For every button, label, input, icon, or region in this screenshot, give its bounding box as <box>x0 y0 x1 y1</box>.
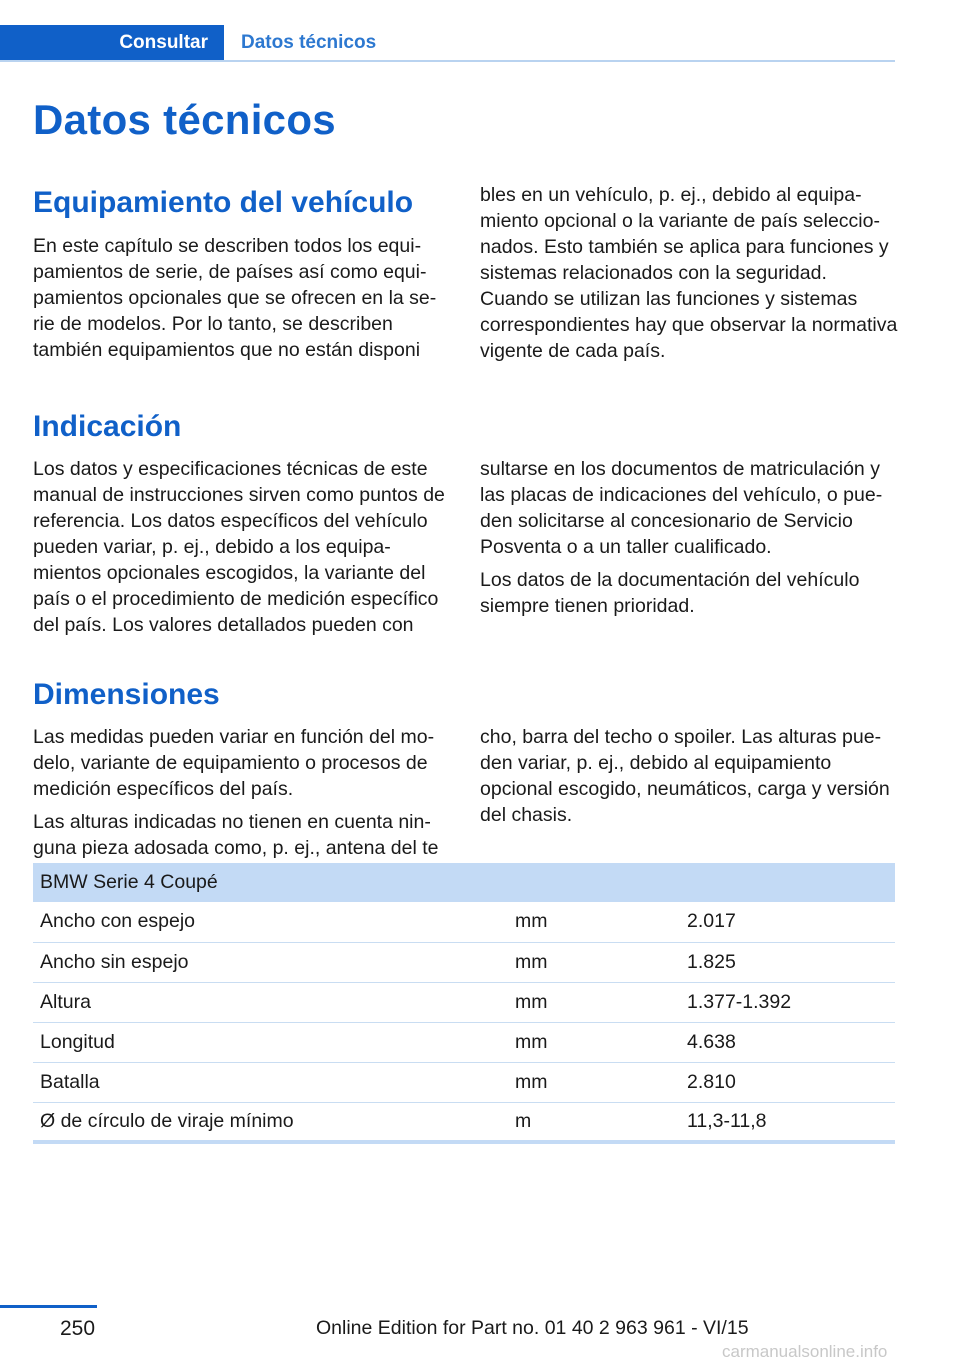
paragraph: sultarse en los documentos de matriculación y las placas de indicaciones del vehículo, o pueden solicitarse al concesionario de Servicio Posventa o a un taller cualificado. <box>480 458 883 558</box>
row-unit: mm <box>508 1022 680 1062</box>
watermark: carmanualsonline.info <box>722 1342 888 1361</box>
row-value: 1.377-1.392 <box>680 982 895 1022</box>
paragraph: Las medidas pueden variar en función del modelo, variante de equipamiento o procesos de medición específicos del país. <box>33 726 435 800</box>
paragraph: bles en un vehículo, p. ej., debido al equipamiento opcional o la variante de país seleccionados. Esto también se aplica para funciones y sistemas relacionados con la seguridad. Cuando se utilizan las funciones y sistemas correspondientes hay que observar la normativa vigente de cada país. <box>480 184 898 362</box>
row-unit: mm <box>508 902 680 942</box>
header-divider <box>0 60 895 62</box>
paragraph: Los datos de la documentación del vehículo siempre tienen prioridad. <box>480 569 860 617</box>
table-row <box>33 1102 895 1142</box>
paragraph: cho, barra del techo o spoiler. Las alturas pueden variar, p. ej., debido al equipamiento opcional escogido, neumáticos, carga y versión del chasis. <box>480 726 890 826</box>
row-unit: mm <box>508 1062 680 1102</box>
heading-equipamiento: Equipamiento del vehículo <box>33 186 414 219</box>
row-label: Longitud <box>33 1022 508 1062</box>
row-value: 2.017 <box>680 902 895 942</box>
row-label: Ancho sin espejo <box>33 942 508 982</box>
indicacion-text-left <box>33 456 448 645</box>
footer-divider <box>0 1305 97 1308</box>
row-unit: mm <box>508 942 680 982</box>
row-label: Ancho con espejo <box>33 902 508 942</box>
table-row <box>33 942 895 982</box>
equipamiento-text-right <box>480 182 898 371</box>
paragraph: En este capítulo se describen todos los equipamientos de serie, de países así como equipamientos opcionales que se ofrecen en la serie de modelos. Por lo tanto, se describen también equipamientos que no están disponi <box>33 235 437 361</box>
row-label: Altura <box>33 982 508 1022</box>
row-label: Ø de círculo de viraje mínimo <box>33 1102 508 1142</box>
tab-datos-tecnicos[interactable]: Datos técnicos <box>241 31 377 53</box>
edition-note: Online Edition for Part no. 01 40 2 963 961 - VI/15 <box>316 1317 749 1339</box>
dimensiones-text-left <box>33 724 448 868</box>
heading-dimensiones: Dimensiones <box>33 678 220 711</box>
table-row <box>33 1022 895 1062</box>
page-number: 250 <box>60 1317 96 1340</box>
tab-consultar[interactable]: Consultar <box>0 25 224 60</box>
row-value: 1.825 <box>680 942 895 982</box>
table-row <box>33 982 895 1022</box>
row-value: 2.810 <box>680 1062 895 1102</box>
indicacion-text-right <box>480 456 898 626</box>
equipamiento-text-left <box>33 233 448 370</box>
table-row <box>33 1062 895 1102</box>
header-tab-bar <box>0 25 895 62</box>
row-unit: m <box>508 1102 680 1142</box>
table-header-row <box>33 863 895 902</box>
dimensions-table <box>33 863 895 1144</box>
paragraph: Las alturas indicadas no tienen en cuenta ninguna pieza adosada como, p. ej., antena del te <box>33 811 439 859</box>
row-value: 4.638 <box>680 1022 895 1062</box>
paragraph: Los datos y especificaciones técnicas de este manual de instrucciones sirven como puntos de referencia. Los datos específicos del vehículo pueden variar, p. ej., debido a los equipamientos opcionales escogidos, la variante del país o el procedimiento de medición específico del país. Los valores detallados pueden con <box>33 458 445 636</box>
heading-indicacion: Indicación <box>33 410 182 443</box>
row-unit: mm <box>508 982 680 1022</box>
table-row <box>33 902 895 942</box>
row-label: Batalla <box>33 1062 508 1102</box>
dimensiones-text-right <box>480 724 898 835</box>
page-title: Datos técnicos <box>33 96 336 143</box>
table-header: BMW Serie 4 Coupé <box>33 863 895 902</box>
row-value: 11,3-11,8 <box>680 1102 895 1142</box>
